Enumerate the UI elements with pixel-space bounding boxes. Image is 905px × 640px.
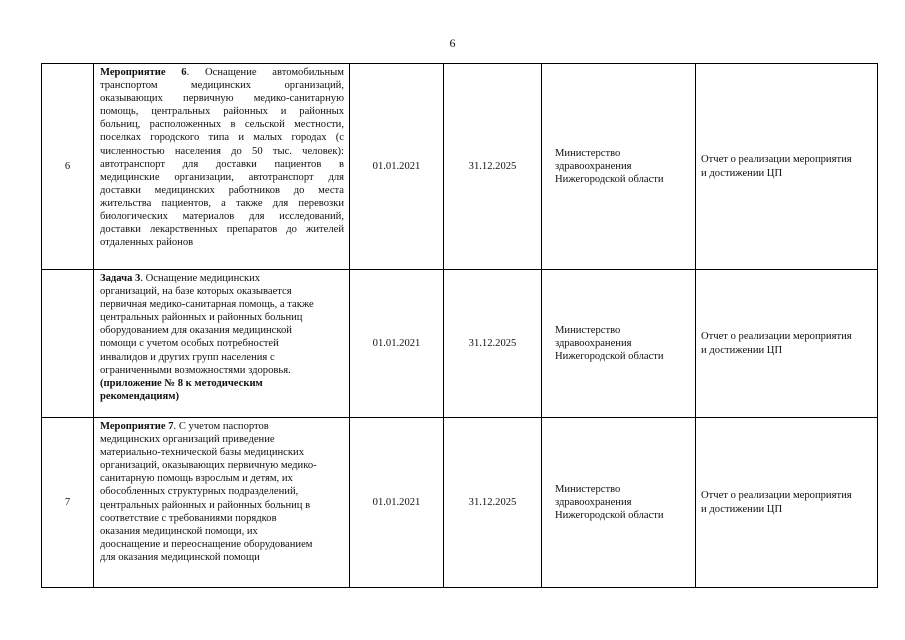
measure-title: Мероприятие 7 xyxy=(100,421,174,432)
end-date: 31.12.2025 xyxy=(444,418,542,588)
expected-result: Отчет о реализации мероприятия и достижении ЦП xyxy=(696,418,878,588)
row-number: 6 xyxy=(42,64,94,270)
table-row xyxy=(42,418,878,588)
executor: Министерство здравоохранения Нижегородской области xyxy=(542,418,696,588)
row-number xyxy=(42,270,94,418)
task-description: Задача 3. Оснащение медицинских организаций, на базе которых оказывается первичная медико-санитарная помощь, а также центральных районных и районных больниц оборудованием для оказания медицинской помощи с учетом особых потребностей инвалидов и других групп населения с ограниченными возможностями здоровья. (приложение № 8 к методическим рекомендациям) xyxy=(94,270,350,418)
expected-result: Отчет о реализации мероприятия и достижении ЦП xyxy=(696,270,878,418)
executor: Министерство здравоохранения Нижегородской области xyxy=(542,270,696,418)
end-date: 31.12.2025 xyxy=(444,64,542,270)
start-date: 01.01.2021 xyxy=(350,270,444,418)
start-date: 01.01.2021 xyxy=(350,64,444,270)
expected-result: Отчет о реализации мероприятия и достижении ЦП xyxy=(696,64,878,270)
measure-description: Мероприятие 7. С учетом паспортов медицинских организаций приведение материально-технической базы медицинских организаций, оказывающих первичную медико- санитарную помощь взрослым и детям, их обособленных структурных подразделений, центральных районных и районных больниц в соответствие с требованиями порядков оказания медицинской помощи, их дооснащение и переоснащение оборудованием для оказания медицинской помощи xyxy=(94,418,350,588)
executor: Министерство здравоохранения Нижегородской области xyxy=(542,64,696,270)
appendix-reference: (приложение № 8 к методическим xyxy=(100,377,263,389)
row-number: 7 xyxy=(42,418,94,588)
start-date: 01.01.2021 xyxy=(350,418,444,588)
page-number: 6 xyxy=(449,36,456,50)
measures-table xyxy=(41,63,878,588)
table-row xyxy=(42,64,878,270)
end-date: 31.12.2025 xyxy=(444,270,542,418)
measure-title: Мероприятие 6 xyxy=(100,67,187,78)
table-row xyxy=(42,270,878,418)
measure-description: Мероприятие 6. Оснащение автомобильным транспортом медицинских организаций, оказывающих первичную медико-санитарную помощь, центральных районных и районных больниц, расположенных в сельской местности, поселках городского типа и малых городах (с численностью населения до 50 тыс. человек): автотранспорт для доставки пациентов в медицинские организации, автотранспорт для доставки медицинских работников до места жительства пациентов, а также для перевозки биологических материалов для исследований, доставки лекарственных препаратов до жителей отдаленных районов xyxy=(94,64,350,270)
task-title: Задача 3 xyxy=(100,273,141,284)
